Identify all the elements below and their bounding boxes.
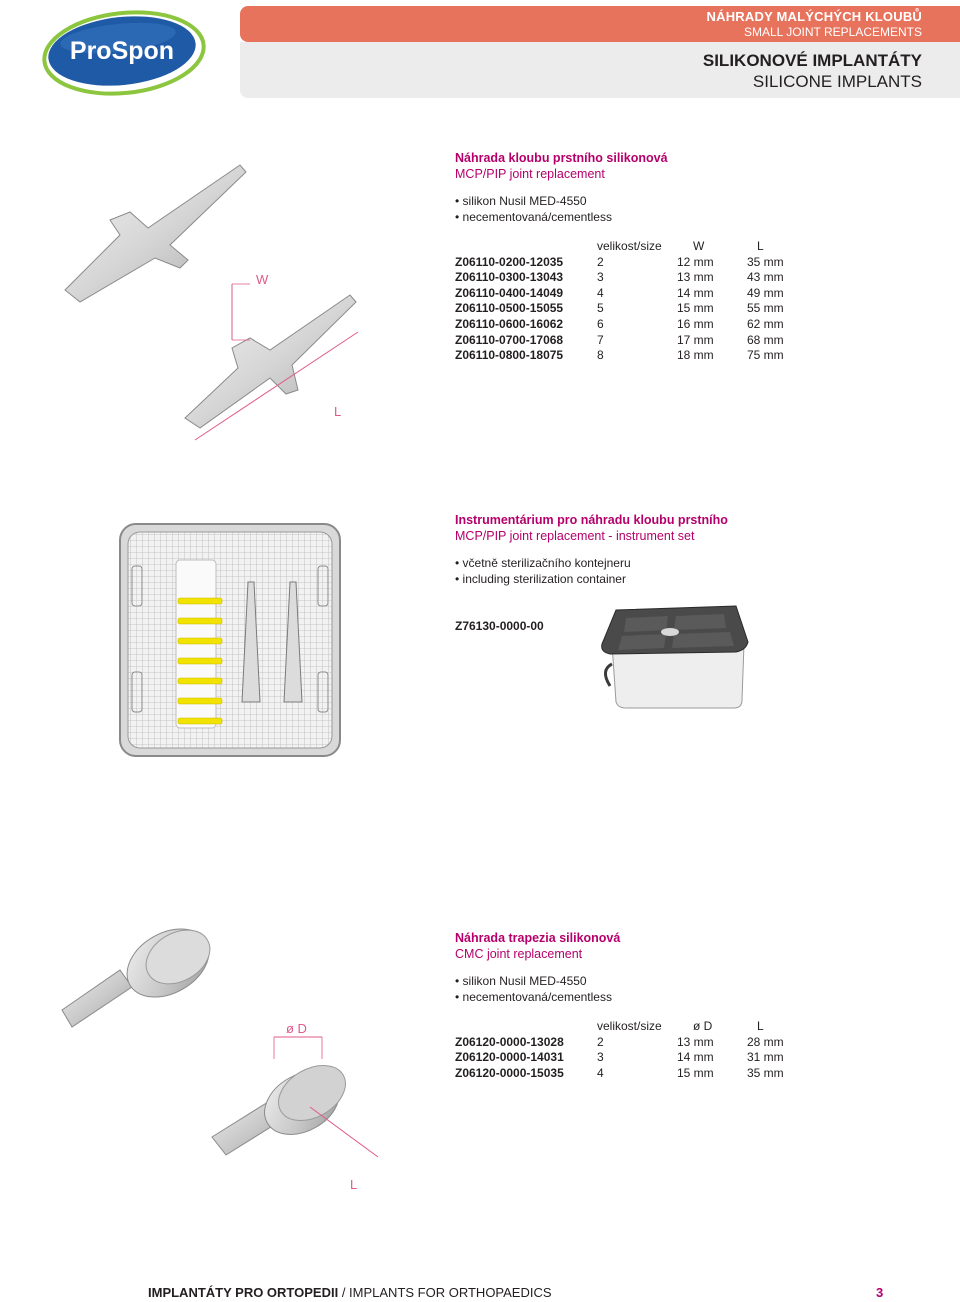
feature-item: • včetně sterilizačního kontejneru (455, 555, 728, 571)
cmc-implant-image (60, 925, 380, 1195)
product-subtitle: CMC joint replacement (455, 947, 583, 961)
mcp-implant-image (60, 150, 370, 460)
column-header-l: L (757, 1019, 764, 1033)
header-category-band (240, 6, 960, 42)
page-number: 3 (876, 1285, 884, 1300)
dim-label-d: ø D (286, 1021, 307, 1036)
header-title-en: SILICONE IMPLANTS (752, 72, 922, 91)
table-header (455, 239, 817, 255)
table-header (455, 1019, 817, 1035)
product-mcp-pip (455, 150, 817, 364)
logo-text: ProSpon (69, 37, 175, 65)
table-row: Z06110-0300-13043 3 13 mm 43 mm (455, 270, 784, 285)
product-subtitle: MCP/PIP joint replacement (455, 167, 605, 181)
column-header-size: velikost/size (597, 239, 662, 253)
column-header-size: velikost/size (597, 1019, 662, 1033)
table-row: Z06110-0400-14049 4 14 mm 49 mm (455, 285, 784, 300)
product-cmc (455, 930, 817, 1081)
table-row: Z06110-0600-16062 6 16 mm 62 mm (455, 316, 784, 331)
feature-item: • including sterilization container (455, 571, 728, 587)
product-title: Náhrada trapezia silikonová (455, 931, 621, 945)
table-row: Z06110-0200-12035 2 12 mm 35 mm (455, 254, 784, 269)
feature-list (455, 973, 817, 1005)
header-title-band (240, 42, 960, 98)
footer-title-en: IMPLANTS FOR ORTHOPAEDICS (349, 1285, 552, 1300)
size-table (455, 1019, 817, 1081)
feature-item: • silikon Nusil MED-4550 (455, 193, 817, 209)
header-category-cz: NÁHRADY MALÝCHÝCH KLOUBŮ (706, 9, 922, 24)
feature-item: • silikon Nusil MED-4550 (455, 973, 817, 989)
table-row: Z06110-0800-18075 8 18 mm 75 mm (455, 348, 784, 363)
product-title: Instrumentárium pro náhradu kloubu prstního (455, 513, 728, 527)
feature-item: • necementovaná/cementless (455, 989, 817, 1005)
column-header-w: W (693, 239, 705, 253)
table-row: Z06120-0000-15035 4 15 mm 35 mm (455, 1065, 784, 1080)
table-row: Z06120-0000-14031 3 14 mm 31 mm (455, 1050, 784, 1065)
feature-list (455, 193, 817, 225)
footer-title-cz: IMPLANTÁTY PRO ORTOPEDII (148, 1285, 339, 1300)
column-header-l: L (757, 239, 764, 253)
table-row: Z06110-0500-15055 5 15 mm 55 mm (455, 301, 784, 316)
dim-label-l: L (334, 404, 342, 419)
product-title: Náhrada kloubu prstního silikonová (455, 151, 668, 165)
footer-separator: / (338, 1285, 350, 1300)
product-code: Z76130-0000-00 (455, 619, 544, 633)
header-title-cz: SILIKONOVÉ IMPLANTÁTY (702, 51, 922, 70)
footer (148, 1285, 552, 1300)
table-row: Z06110-0700-17068 7 17 mm 68 mm (455, 332, 784, 347)
feature-list (455, 555, 728, 587)
instrument-tray-image (118, 522, 342, 758)
product-subtitle: MCP/PIP joint replacement - instrument set (455, 529, 695, 543)
product-instrument-set (455, 512, 728, 633)
column-header-d: ø D (693, 1019, 713, 1033)
dim-label-w: W (256, 272, 269, 287)
feature-item: • necementovaná/cementless (455, 209, 817, 225)
table-row: Z06120-0000-13028 2 13 mm 28 mm (455, 1034, 784, 1049)
dim-label-l: L (350, 1177, 358, 1192)
size-table (455, 239, 817, 364)
prospon-logo (42, 8, 206, 98)
header-category-en: SMALL JOINT REPLACEMENTS (743, 25, 922, 39)
